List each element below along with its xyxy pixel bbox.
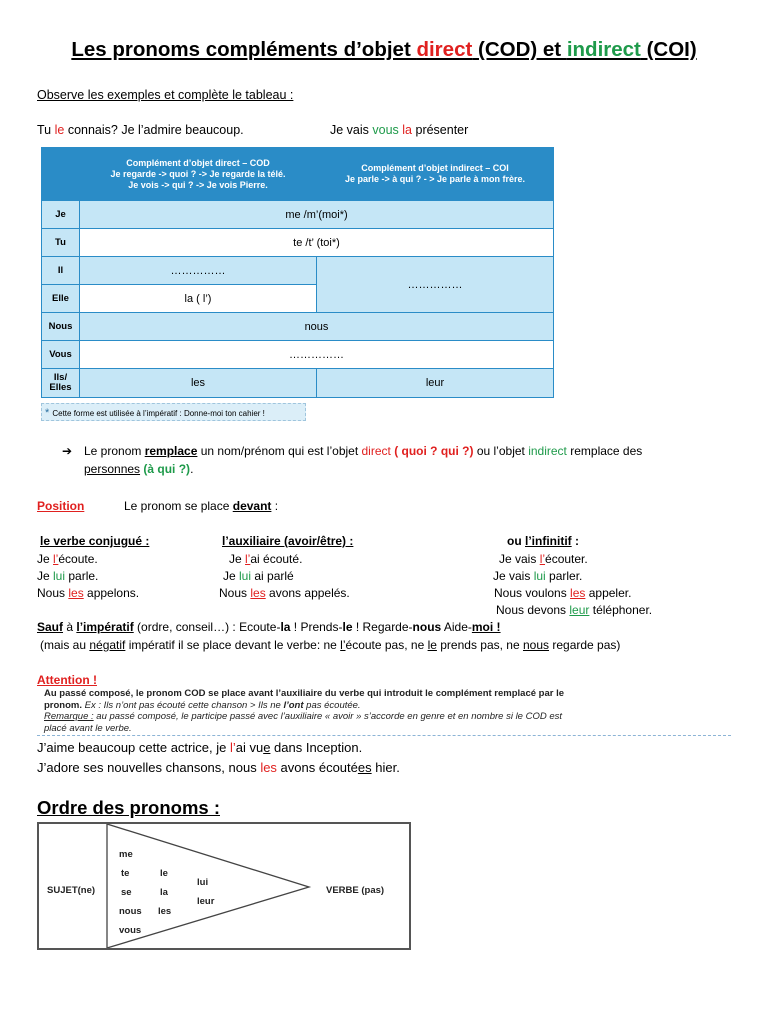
pronoun: nous xyxy=(119,906,142,917)
page-title: Les pronoms compléments d’objet direct (COD) et indirect (COI) xyxy=(71,38,697,61)
col-inf: ou l’infinitif : xyxy=(507,534,579,548)
example-cod: Tu le connais? Je l’admire beaucoup. xyxy=(37,123,244,137)
example-coi: Je vais vous la présenter xyxy=(330,123,469,137)
row-label: Ils/ Elles xyxy=(42,369,80,398)
cell-value: les xyxy=(80,369,317,398)
ex-aux-3: Nous les avons appelés. xyxy=(219,586,350,600)
rule-line-1: Le pronom remplace un nom/prénom qui est l’objet direct ( quoi ? qui ?) ou l’objet indirect remplace des xyxy=(84,444,643,458)
cell-blank: …………… xyxy=(80,341,554,369)
row-label: Nous xyxy=(42,313,80,341)
row-label: Tu xyxy=(42,229,80,257)
ex-inf-2: Je vais lui parler. xyxy=(493,569,583,583)
instruction: Observe les exemples et complète le tableau : xyxy=(37,88,294,102)
pronoun: la xyxy=(160,887,168,898)
position-text: Le pronom se place devant : xyxy=(124,499,279,513)
row-label: Elle xyxy=(42,285,80,313)
pronoun-table xyxy=(41,147,554,398)
ex-inf-4: Nous devons leur téléphoner. xyxy=(496,603,653,617)
attention-box: Au passé composé, le pronom COD se place avant l’auxiliaire du verbe qui introduit le complément remplacé par le pronom. Ex : Ils n’ont pas écouté cette chanson > Ils ne l’ont pas écoutée. Remarque : au passé composé, le participe passé avec l’auxiliaire « avoir » s’accorde en genre et en nombre si le COD est placé avant le verbe. xyxy=(44,688,565,734)
pronoun: se xyxy=(121,887,132,898)
col-aux: l’auxiliaire (avoir/être) : xyxy=(222,534,354,548)
sentence-1: J’aime beaucoup cette actrice, je l’ai vue dans Inception. xyxy=(37,740,363,755)
col-verbe: le verbe conjugué : xyxy=(40,534,150,548)
arrow-icon: ➔ xyxy=(62,444,73,458)
ex-verbe-1: Je l’écoute. xyxy=(37,552,98,566)
cell-value: la ( l’) xyxy=(80,285,317,313)
row-label: Il xyxy=(42,257,80,285)
ex-inf-3: Nous voulons les appeler. xyxy=(494,586,632,600)
pronoun: les xyxy=(158,906,172,917)
pronoun-order-diagram xyxy=(37,822,411,950)
cell-value: leur xyxy=(317,369,554,398)
divider xyxy=(37,735,731,736)
sujet-label: SUJET(ne) xyxy=(47,885,96,896)
pronoun: lui xyxy=(197,877,209,888)
pronoun: te xyxy=(121,868,130,879)
cell-value: me /m’(moi*) xyxy=(80,201,554,229)
verbe-label: VERBE (pas) xyxy=(326,885,385,896)
ordre-title: Ordre des pronoms : xyxy=(37,797,220,818)
attention-label: Attention ! xyxy=(37,673,97,687)
header-coi: Complément d’objet indirect – COI Je parle -> à qui ? - > Je parle à mon frère. xyxy=(317,148,554,201)
ex-inf-1: Je vais l’écouter. xyxy=(499,552,588,566)
pronoun: le xyxy=(160,868,168,879)
negatif-line: (mais au négatif impératif il se place devant le verbe: ne l’écoute pas, ne le prends pas, ne nous regarde pas) xyxy=(40,638,621,652)
pronoun: vous xyxy=(119,925,142,936)
ex-verbe-2: Je lui parle. xyxy=(37,569,99,583)
rule-line-2: personnes (à qui ?). xyxy=(84,462,194,476)
pronoun: leur xyxy=(197,896,215,907)
cell-blank: …………… xyxy=(317,257,554,313)
position-heading: Position xyxy=(37,499,85,513)
ex-verbe-3: Nous les appelons. xyxy=(37,586,140,600)
table-note: * Cette forme est utilisée à l’impératif : Donne-moi ton cahier ! xyxy=(41,403,306,421)
row-label: Vous xyxy=(42,341,80,369)
ex-aux-2: Je lui ai parlé xyxy=(223,569,294,583)
header-cod: Complément d’objet direct – COD Je regarde -> quoi ? -> Je regarde la télé. Je vois -> qui ? -> Je vois Pierre. xyxy=(80,148,317,201)
cell-value: nous xyxy=(80,313,554,341)
cell-blank: …………… xyxy=(80,257,317,285)
ex-aux-1: Je l’ai écouté. xyxy=(229,552,303,566)
sentence-2: J’adore ses nouvelles chansons, nous les avons écoutées hier. xyxy=(37,760,400,775)
sauf-line: Sauf à l’impératif (ordre, conseil…) : Ecoute-la ! Prends-le ! Regarde-nous Aide-moi ! xyxy=(37,620,501,634)
row-label: Je xyxy=(42,201,80,229)
pronoun: me xyxy=(119,849,133,860)
cell-value: te /t’ (toi*) xyxy=(80,229,554,257)
